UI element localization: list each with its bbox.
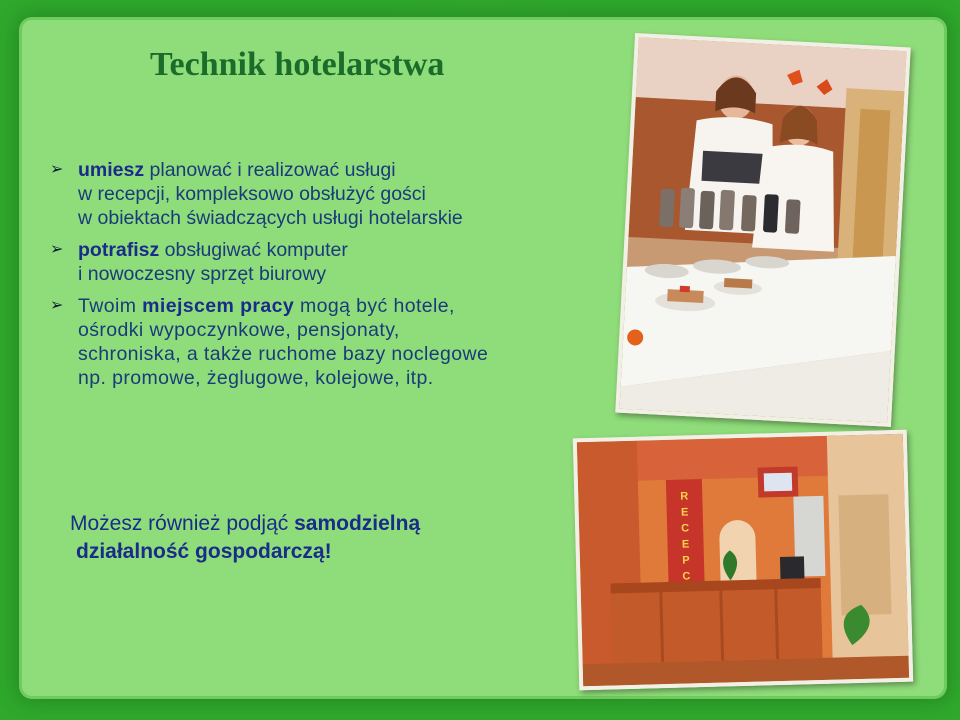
reception-sign-letter: C: [681, 522, 690, 535]
reception-sign-letter: P: [682, 554, 690, 567]
reception-sign-letter: E: [681, 538, 690, 551]
bullet-line: schroniska, a także ruchome bazy noclegowe: [78, 343, 489, 365]
bullet-bold-text: potrafisz: [78, 239, 160, 261]
photo-reception-desk: [573, 430, 913, 691]
bullet-line: ośrodki wypoczynkowe, pensjonaty,: [78, 319, 400, 341]
footer-text: Możesz również podjąć: [70, 512, 295, 535]
bullet-item: [50, 158, 630, 230]
footer-bold-text: działalność gospodarczą!: [76, 540, 332, 563]
photo-buffet-students: [615, 33, 911, 427]
bullet-line: i nowoczesny sprzęt biurowy: [78, 263, 327, 285]
arrow-bullet-icon: ➢: [50, 297, 64, 314]
bullet-line: w recepcji, kompleksowo obsłużyć gości: [78, 183, 426, 205]
footer-line-2: [70, 538, 630, 566]
bullet-item: [50, 294, 630, 390]
bullet-bold-text: umiesz: [78, 159, 145, 181]
reception-sign-letter: C: [682, 570, 691, 583]
photo-buffet-illustration: [619, 37, 906, 423]
reception-sign-letter: E: [680, 506, 689, 519]
bullet-text: mogą być hotele,: [294, 295, 455, 317]
photo-reception-illustration: [577, 434, 909, 686]
bullet-list: [50, 158, 630, 398]
reception-sign-letter: R: [680, 490, 689, 503]
bullet-line: w obiektach świadczących usługi hotelarskie: [78, 207, 463, 229]
bullet-item: [50, 238, 630, 286]
bullet-first-line: [78, 294, 630, 318]
footer-note: [70, 510, 630, 566]
bullet-first-line: [78, 158, 630, 182]
footer-bold-text: samodzielną: [294, 512, 421, 535]
bullet-text: planować i realizować usługi: [144, 159, 396, 181]
footer-line-1: [70, 510, 630, 538]
bullet-text: obsługiwać komputer: [159, 239, 348, 261]
arrow-bullet-icon: ➢: [50, 161, 64, 178]
slide-title: Technik hotelarstwa: [150, 46, 445, 83]
bullet-bold-text: miejscem pracy: [142, 295, 295, 317]
bullet-text: Twoim: [78, 295, 143, 317]
arrow-bullet-icon: ➢: [50, 241, 64, 258]
bullet-line: np. promowe, żeglugowe, kolejowe, itp.: [78, 367, 434, 389]
bullet-first-line: [78, 238, 630, 262]
